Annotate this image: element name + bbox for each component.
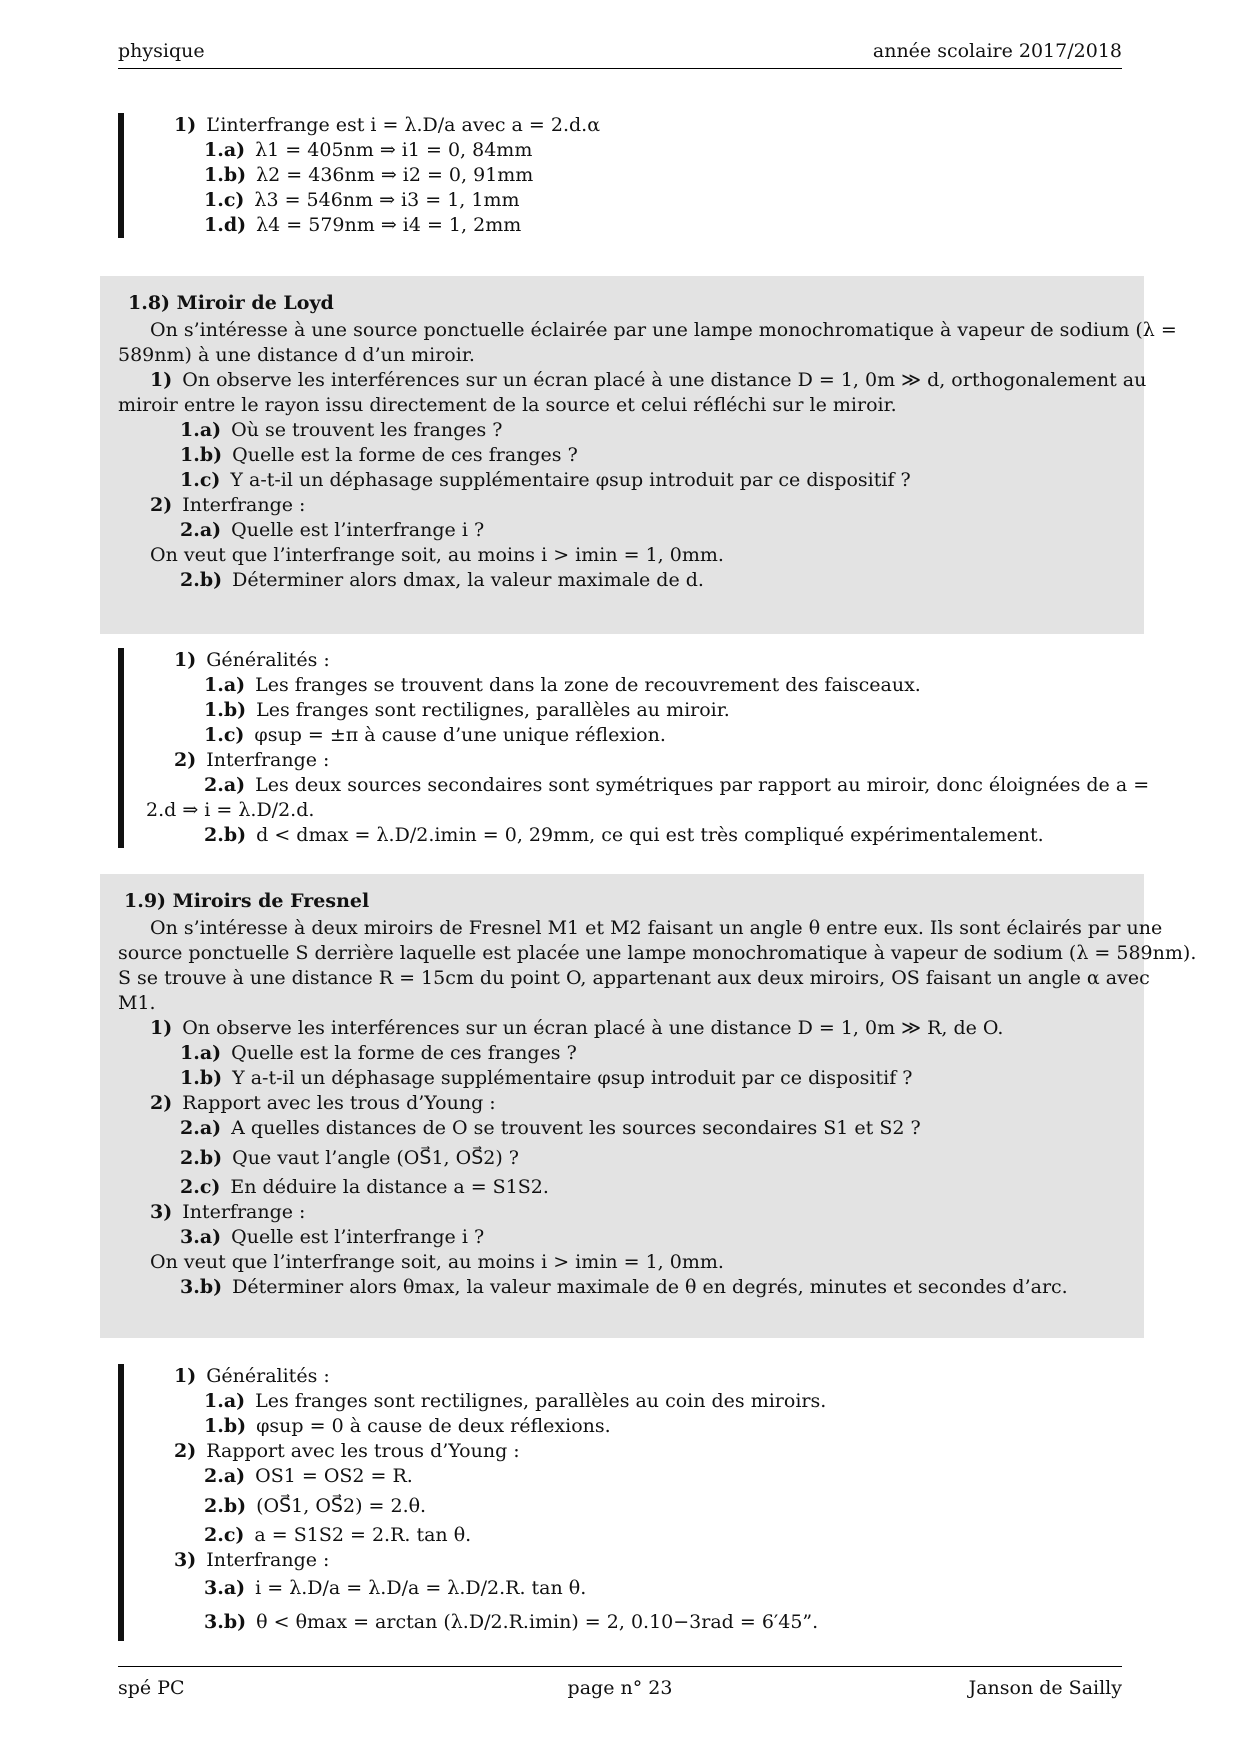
exercise-text: On s’intéresse à deux miroirs de Fresnel M1 et M2 faisant un angle θ entre eux. Ils sont éclairés par une (150, 917, 1163, 939)
answer-line: 2) Rapport avec les trous d’Young : (174, 1440, 520, 1462)
answer-block-3 (118, 1364, 1130, 1641)
answer-line: 2.a) Les deux sources secondaires sont symétriques par rapport au miroir, donc éloignées de a = (204, 774, 1150, 796)
header-school-year: année scolaire 2017/2018 (872, 40, 1122, 62)
exercise-text: S se trouve à une distance R = 15cm du point O, appartenant aux deux miroirs, OS faisant un angle α avec (118, 967, 1150, 989)
answer-block-2 (118, 648, 1150, 848)
question-line: 2) Rapport avec les trous d’Young : (150, 1092, 496, 1114)
question-line: 2) Interfrange : (150, 494, 306, 516)
answer-line: 3.a) i = λ.D/a = λ.D/a = λ.D/2.R. tan θ. (204, 1577, 587, 1599)
answer-line: 1) Généralités : (174, 1365, 330, 1387)
answer-block-1 (118, 113, 1130, 238)
question-line: 1.b) Quelle est la forme de ces franges ? (180, 444, 578, 466)
answer-line: 1.d) λ4 = 579nm ⇒ i4 = 1, 2mm (204, 214, 522, 236)
question-line: On veut que l’interfrange soit, au moins i > imin = 1, 0mm. (150, 1251, 724, 1273)
footer-class: spé PC (118, 1677, 185, 1699)
answer-line: 1.a) λ1 = 405nm ⇒ i1 = 0, 84mm (204, 139, 533, 161)
answer-line: 1) Généralités : (174, 649, 330, 671)
question-line: 1.a) Quelle est la forme de ces franges ? (180, 1042, 577, 1064)
footer-school: Janson de Sailly (968, 1677, 1122, 1699)
question-line: miroir entre le rayon issu directement de la source et celui réfléchi sur le miroir. (118, 394, 897, 416)
answer-line: 2.c) a = S1S2 = 2.R. tan θ. (204, 1524, 472, 1546)
answer-line: 3) Interfrange : (174, 1549, 330, 1571)
question-line: On veut que l’interfrange soit, au moins i > imin = 1, 0mm. (150, 544, 724, 566)
answer-line: 2) Interfrange : (174, 749, 330, 771)
question-line: 2.b) Déterminer alors dmax, la valeur maximale de d. (180, 569, 704, 591)
answer-line: 1.a) Les franges sont rectilignes, parallèles au coin des miroirs. (204, 1390, 827, 1412)
question-line: 2.a) Quelle est l’interfrange i ? (180, 519, 485, 541)
question-line: 3.b) Déterminer alors θmax, la valeur maximale de θ en degrés, minutes et secondes d’arc. (180, 1276, 1068, 1298)
question-line: 1.c) Y a-t-il un déphasage supplémentaire φsup introduit par ce dispositif ? (180, 469, 911, 491)
answer-line: 1.c) φsup = ±π à cause d’une unique réflexion. (204, 724, 666, 746)
question-line: 3.a) Quelle est l’interfrange i ? (180, 1226, 485, 1248)
question-line: 1.b) Y a-t-il un déphasage supplémentaire φsup introduit par ce dispositif ? (180, 1067, 913, 1089)
answer-line: 1.b) φsup = 0 à cause de deux réflexions. (204, 1415, 611, 1437)
answer-line: 1.b) Les franges sont rectilignes, parallèles au miroir. (204, 699, 730, 721)
question-line: 1) On observe les interférences sur un écran placé à une distance D = 1, 0m ≫ d, orthogonalement au (150, 369, 1147, 391)
page-header (118, 40, 1122, 69)
answer-line: 2.b) (OS⃗1, OS⃗2) = 2.θ. (204, 1495, 427, 1517)
exercise-text: 589nm) à une distance d d’un miroir. (118, 344, 475, 366)
answer-line: 3.b) θ < θmax = arctan (λ.D/2.R.imin) = 2, 0.10−3rad = 6′45”. (204, 1611, 819, 1633)
exercise-text: On s’intéresse à une source ponctuelle éclairée par une lampe monochromatique à vapeur de sodium (λ = (150, 319, 1177, 341)
exercise-title: 1.9) Miroirs de Fresnel (124, 890, 370, 912)
footer-page-number: page n° 23 (567, 1677, 673, 1699)
exercise-title: 1.8) Miroir de Loyd (128, 292, 334, 314)
question-line: 2.b) Que vaut l’angle (OS⃗1, OS⃗2) ? (180, 1147, 519, 1169)
answer-line: 1.b) λ2 = 436nm ⇒ i2 = 0, 91mm (204, 164, 534, 186)
answer-line: 1.a) Les franges se trouvent dans la zone de recouvrement des faisceaux. (204, 674, 921, 696)
answer-line: 1) L’interfrange est i = λ.D/a avec a = 2.d.α (174, 114, 601, 136)
answer-line: 2.a) OS1 = OS2 = R. (204, 1465, 413, 1487)
question-line: 3) Interfrange : (150, 1201, 306, 1223)
exercise-text: M1. (118, 992, 156, 1014)
question-line: 1) On observe les interférences sur un écran placé à une distance D = 1, 0m ≫ R, de O. (150, 1017, 1004, 1039)
answer-line: 2.b) d < dmax = λ.D/2.imin = 0, 29mm, ce qui est très compliqué expérimentalement. (204, 824, 1044, 846)
question-line: 2.c) En déduire la distance a = S1S2. (180, 1176, 549, 1198)
question-line: 1.a) Où se trouvent les franges ? (180, 419, 503, 441)
page-footer (118, 1666, 1122, 1717)
exercise-fresnel (100, 874, 1197, 1338)
header-subject: physique (118, 40, 205, 62)
exercise-loyd (100, 276, 1177, 634)
exercise-text: source ponctuelle S derrière laquelle est placée une lampe monochromatique à vapeur de sodium (λ = 589nm). (118, 942, 1197, 964)
question-line: 2.a) A quelles distances de O se trouvent les sources secondaires S1 et S2 ? (180, 1117, 921, 1139)
answer-line: 1.c) λ3 = 546nm ⇒ i3 = 1, 1mm (204, 189, 520, 211)
answer-line: 2.d ⇒ i = λ.D/2.d. (146, 799, 315, 821)
